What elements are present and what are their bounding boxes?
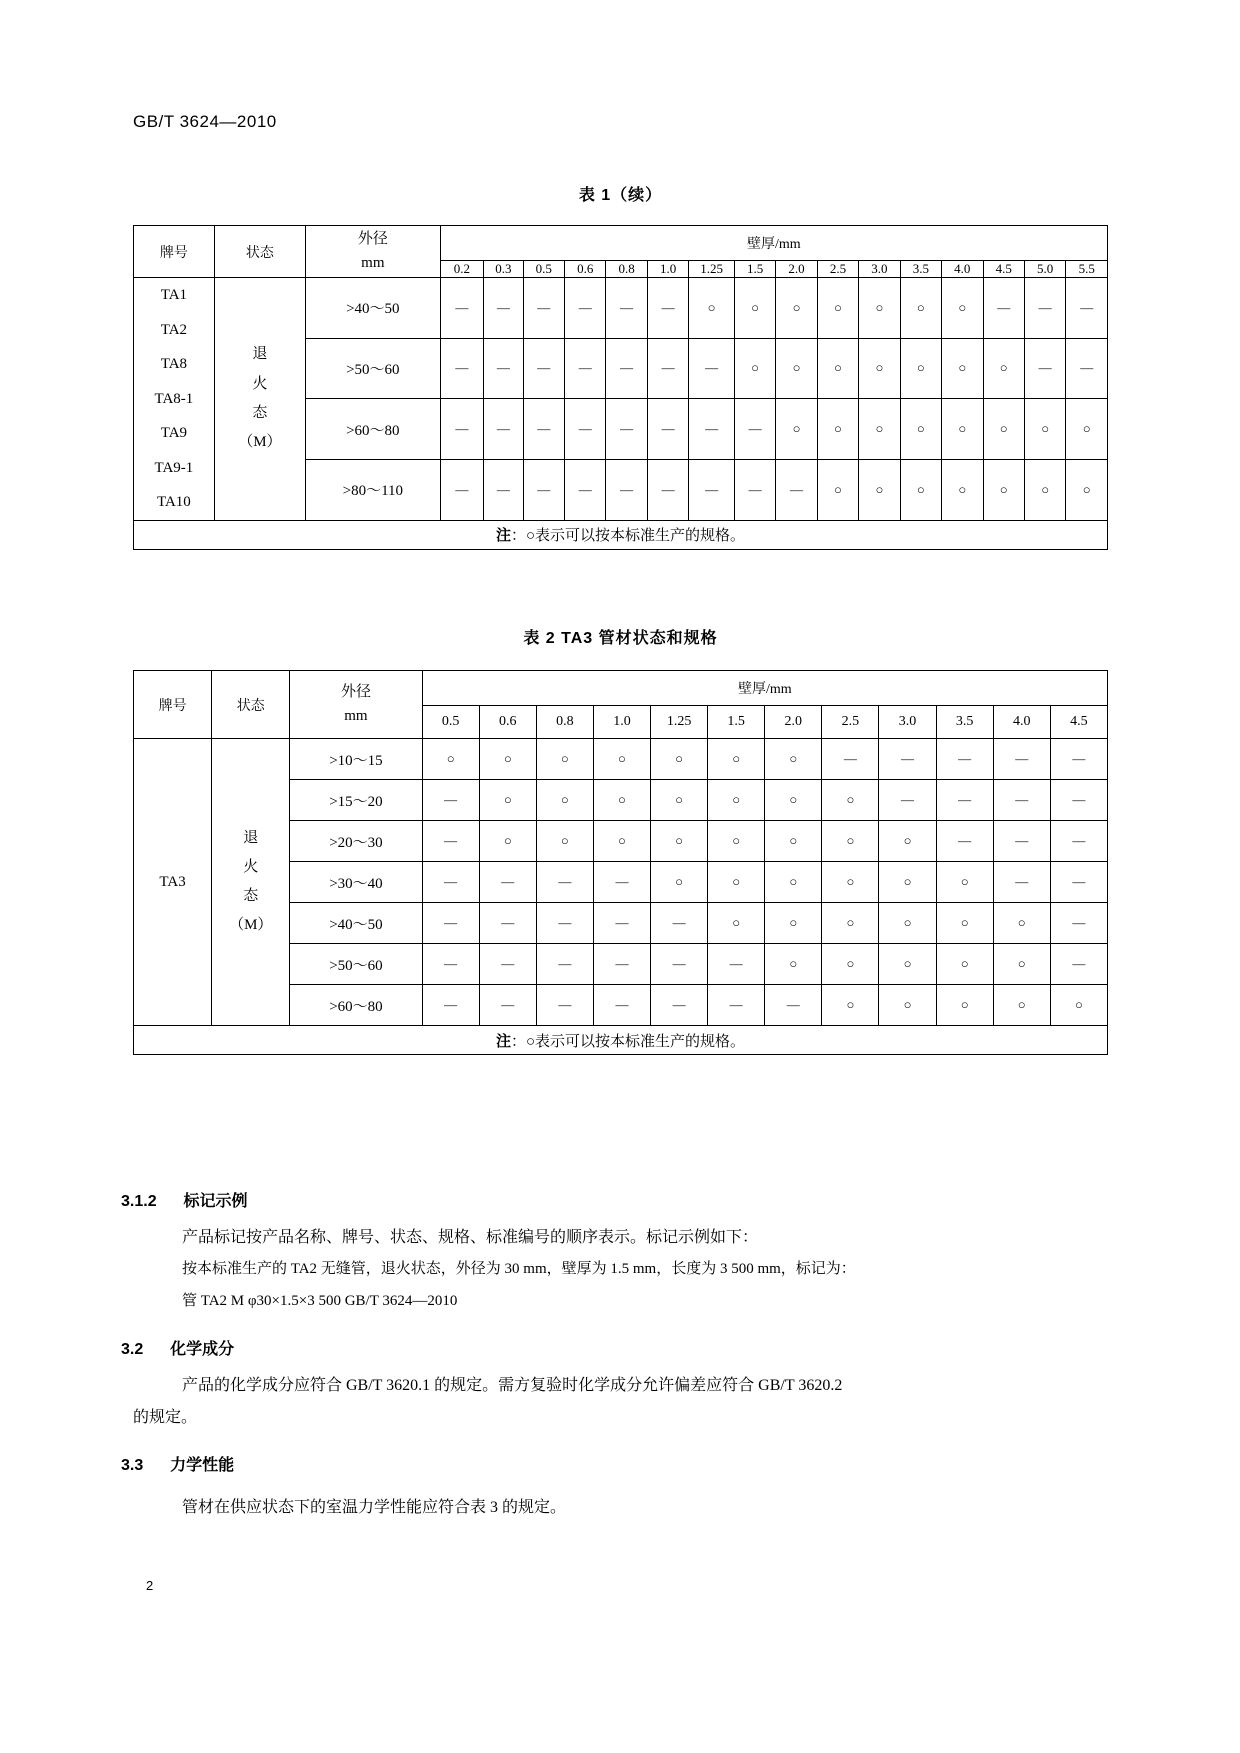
table2-cell: —: [936, 821, 993, 862]
table1-cell: —: [606, 459, 647, 520]
table2-cell: ○: [479, 780, 536, 821]
table2-cell: —: [593, 985, 650, 1026]
table2-cell: —: [765, 985, 822, 1026]
table2-cell: —: [422, 862, 479, 903]
table2-cell: ○: [651, 862, 708, 903]
table1-cell: ○: [817, 338, 858, 399]
table2-note: 注：○表示可以按本标准生产的规格。: [134, 1026, 1108, 1055]
table1-cell: —: [523, 338, 564, 399]
table2-wall-col: 1.0: [593, 706, 650, 739]
table2-cell: —: [1050, 944, 1107, 985]
table2-header-state: 状态: [212, 671, 290, 739]
table2-cell: —: [422, 903, 479, 944]
table2-wall-col: 4.5: [1050, 706, 1107, 739]
table1-cell: ○: [859, 459, 900, 520]
section-3-2-para-2: 的规定。: [133, 1409, 198, 1426]
table2-od-value: >20～30: [290, 821, 422, 862]
table1-cell: —: [440, 278, 484, 339]
table1: [133, 225, 1108, 550]
table1-cell: —: [523, 399, 564, 460]
table1-wall-col: 1.5: [734, 261, 775, 278]
table1-od-value: >80～110: [305, 459, 440, 520]
table2-cell: ○: [765, 739, 822, 780]
table2-cell: —: [651, 903, 708, 944]
table2-od-value: >15～20: [290, 780, 422, 821]
table2-cell: ○: [536, 780, 593, 821]
table2-cell: ○: [822, 903, 879, 944]
table2-cell: —: [536, 862, 593, 903]
table1-cell: ○: [900, 399, 941, 460]
table2-cell: —: [479, 862, 536, 903]
table1-wall-col: 0.8: [606, 261, 647, 278]
table2-od-value: >50～60: [290, 944, 422, 985]
table2-header-grade: 牌号: [134, 671, 212, 739]
table2-wall-col: 2.0: [765, 706, 822, 739]
table1-header-wall: 壁厚/mm: [440, 226, 1107, 261]
table1-cell: ○: [1024, 399, 1065, 460]
table1-cell: —: [564, 399, 605, 460]
table2-cell: —: [993, 780, 1050, 821]
table2-cell: —: [422, 780, 479, 821]
table1-wall-col: 4.5: [983, 261, 1024, 278]
table2-cell: ○: [936, 944, 993, 985]
table2-wall-col: 4.0: [993, 706, 1050, 739]
table2-cell: ○: [536, 739, 593, 780]
table2-cell: ○: [879, 903, 936, 944]
table1-wall-col: 0.2: [440, 261, 484, 278]
table1-cell: —: [484, 399, 523, 460]
table1-cell: —: [689, 399, 735, 460]
section-3-1-2-para-3: 管 TA2 M φ30×1.5×3 500 GB/T 3624—2010: [182, 1293, 458, 1309]
table2-wall-col: 0.8: [536, 706, 593, 739]
table1-cell: ○: [734, 338, 775, 399]
table1-cell: —: [776, 459, 817, 520]
table1-cell: —: [484, 278, 523, 339]
table1-cell: —: [1024, 278, 1065, 339]
table2-header-row-1: [134, 671, 1108, 706]
table2-od-value: >40～50: [290, 903, 422, 944]
table1-cell: —: [1066, 278, 1108, 339]
table1-cell: —: [689, 459, 735, 520]
table2-cell: —: [1050, 821, 1107, 862]
table1-wall-col: 1.25: [689, 261, 735, 278]
table1-cell: ○: [859, 399, 900, 460]
table1-cell: —: [523, 459, 564, 520]
table1-cell: —: [647, 399, 688, 460]
table1-wall-col: 4.0: [942, 261, 983, 278]
table2-header-od: 外径 mm: [290, 671, 422, 739]
table1-cell: ○: [942, 399, 983, 460]
table1-cell: —: [440, 338, 484, 399]
table2-cell: ○: [708, 780, 765, 821]
table2-block: [133, 625, 1108, 1055]
table1-wall-col: 2.5: [817, 261, 858, 278]
table2-cell: ○: [993, 985, 1050, 1026]
table2-cell: ○: [1050, 985, 1107, 1026]
table2-cell: ○: [765, 862, 822, 903]
table2-cell: ○: [479, 739, 536, 780]
section-3-1-2-heading: 3.1.2 标记示例: [121, 1193, 248, 1210]
table2-cell: ○: [651, 780, 708, 821]
table2-cell: ○: [479, 821, 536, 862]
table1-cell: ○: [1024, 459, 1065, 520]
table2-cell: ○: [651, 739, 708, 780]
table2-cell: —: [993, 739, 1050, 780]
table2-cell: —: [479, 944, 536, 985]
table2-cell: ○: [879, 821, 936, 862]
table1-header-state: 状态: [214, 226, 305, 278]
table2-cell: —: [708, 944, 765, 985]
table2-header-wall: 壁厚/mm: [422, 671, 1107, 706]
table1-cell: —: [440, 459, 484, 520]
table2-wall-col: 3.0: [879, 706, 936, 739]
table1-cell: —: [484, 459, 523, 520]
table2-cell: —: [422, 944, 479, 985]
table1-wall-col: 0.5: [523, 261, 564, 278]
table2-cell: —: [593, 903, 650, 944]
table2-cell: —: [879, 739, 936, 780]
table1-cell: —: [523, 278, 564, 339]
table2-od-value: >10～15: [290, 739, 422, 780]
table2-wall-col: 0.5: [422, 706, 479, 739]
table2-state-cell: 退 火 态 （M）: [212, 739, 290, 1026]
table1-cell: ○: [1066, 459, 1108, 520]
table2-cell: ○: [593, 780, 650, 821]
table1-wall-col: 1.0: [647, 261, 688, 278]
table2-cell: ○: [536, 821, 593, 862]
table2-od-value: >60～80: [290, 985, 422, 1026]
table1-cell: —: [689, 338, 735, 399]
table2-cell: —: [536, 944, 593, 985]
table1-cell: ○: [817, 459, 858, 520]
table2-wall-col: 2.5: [822, 706, 879, 739]
table1-cell: ○: [817, 278, 858, 339]
table1-cell: —: [564, 338, 605, 399]
table1-cell: —: [606, 278, 647, 339]
table1-cell: —: [484, 338, 523, 399]
table1-cell: —: [564, 278, 605, 339]
table2-cell: —: [651, 985, 708, 1026]
table2-cell: ○: [708, 821, 765, 862]
table2-wall-col: 3.5: [936, 706, 993, 739]
table2-cell: —: [422, 985, 479, 1026]
table1-cell: —: [983, 278, 1024, 339]
table1-cell: —: [734, 459, 775, 520]
table2-cell: ○: [765, 821, 822, 862]
table2-cell: ○: [936, 903, 993, 944]
table1-cell: —: [647, 278, 688, 339]
table2-cell: ○: [822, 985, 879, 1026]
table1-cell: —: [606, 399, 647, 460]
table2-cell: —: [593, 944, 650, 985]
table1-cell: ○: [983, 338, 1024, 399]
table2-cell: ○: [822, 821, 879, 862]
table2-cell: ○: [593, 739, 650, 780]
table-row: [134, 739, 1108, 780]
table1-wall-col: 3.0: [859, 261, 900, 278]
table2-cell: ○: [765, 903, 822, 944]
table2-cell: —: [993, 821, 1050, 862]
table2-cell: ○: [822, 862, 879, 903]
table1-od-value: >40～50: [305, 278, 440, 339]
table1-cell: ○: [776, 399, 817, 460]
table2-cell: —: [936, 739, 993, 780]
table1-header-grade: 牌号: [134, 226, 215, 278]
table1-wall-col: 0.6: [564, 261, 605, 278]
table2-caption: 表 2 TA3 管材状态和规格: [523, 630, 718, 647]
table2-cell: —: [651, 944, 708, 985]
table2-wall-col: 1.5: [708, 706, 765, 739]
table1-wall-col: 5.5: [1066, 261, 1108, 278]
table2-grade-cell: TA3: [134, 739, 212, 1026]
section-3-2-heading: 3.2 化学成分: [121, 1341, 235, 1358]
table1-note-row: [134, 520, 1108, 549]
table1-header-row-1: [134, 226, 1108, 261]
table1-wall-col: 2.0: [776, 261, 817, 278]
table2-cell: ○: [708, 739, 765, 780]
table1-block: [133, 182, 1108, 550]
table2-cell: ○: [822, 944, 879, 985]
table2-cell: —: [479, 985, 536, 1026]
page-number: 2: [146, 1578, 154, 1593]
table2-cell: ○: [765, 780, 822, 821]
table2-cell: ○: [879, 985, 936, 1026]
table1-cell: ○: [900, 338, 941, 399]
table2-cell: ○: [936, 985, 993, 1026]
table2-cell: ○: [708, 903, 765, 944]
table1-cell: ○: [689, 278, 735, 339]
table2-cell: ○: [993, 944, 1050, 985]
table1-cell: ○: [859, 278, 900, 339]
table1-cell: ○: [900, 278, 941, 339]
table2-note-row: [134, 1026, 1108, 1055]
table1-wall-col: 0.3: [484, 261, 523, 278]
table2-cell: —: [593, 862, 650, 903]
table1-od-value: >60～80: [305, 399, 440, 460]
table1-cell: ○: [900, 459, 941, 520]
table1-cell: —: [606, 338, 647, 399]
section-3-3-heading: 3.3 力学性能: [121, 1457, 235, 1474]
table2-cell: —: [1050, 862, 1107, 903]
table-row: [134, 278, 1108, 339]
table2-cell: —: [708, 985, 765, 1026]
table1-cell: ○: [776, 278, 817, 339]
table1-cell: —: [440, 399, 484, 460]
table1-cell: ○: [734, 278, 775, 339]
table2-wall-col: 1.25: [651, 706, 708, 739]
table2-cell: ○: [822, 780, 879, 821]
table1-od-value: >50～60: [305, 338, 440, 399]
table2-cell: —: [479, 903, 536, 944]
table2-cell: ○: [879, 944, 936, 985]
table1-cell: ○: [776, 338, 817, 399]
table1-wall-col: 3.5: [900, 261, 941, 278]
table1-state-cell: 退 火 态 （M）: [214, 278, 305, 521]
section-3-2-para-1: 产品的化学成分应符合 GB/T 3620.1 的规定。需方复验时化学成分允许偏差应符合 GB/T 3620.2: [182, 1377, 843, 1394]
table1-cell: ○: [859, 338, 900, 399]
table1-cell: ○: [942, 459, 983, 520]
table2-cell: —: [1050, 780, 1107, 821]
table2-cell: ○: [422, 739, 479, 780]
page-header-code: GB/T 3624—2010: [133, 112, 277, 131]
table2-cell: —: [536, 903, 593, 944]
table1-header-od: 外径 mm: [305, 226, 440, 278]
table1-cell: —: [647, 459, 688, 520]
table2-cell: ○: [936, 862, 993, 903]
table2-cell: —: [536, 985, 593, 1026]
table2-cell: —: [993, 862, 1050, 903]
table2-cell: ○: [765, 944, 822, 985]
table1-cell: ○: [942, 278, 983, 339]
table1-caption: 表 1（续）: [578, 187, 663, 204]
table2-cell: ○: [993, 903, 1050, 944]
table1-cell: ○: [1066, 399, 1108, 460]
table1-wall-col: 5.0: [1024, 261, 1065, 278]
table1-cell: ○: [983, 399, 1024, 460]
table1-cell: —: [1024, 338, 1065, 399]
table1-cell: —: [1066, 338, 1108, 399]
table1-cell: —: [564, 459, 605, 520]
table2-cell: ○: [593, 821, 650, 862]
table2-wall-col: 0.6: [479, 706, 536, 739]
table2-cell: —: [936, 780, 993, 821]
table2-cell: —: [1050, 739, 1107, 780]
table2-cell: —: [879, 780, 936, 821]
table2: [133, 670, 1108, 1055]
table2-cell: —: [1050, 903, 1107, 944]
table1-cell: —: [647, 338, 688, 399]
table1-cell: ○: [983, 459, 1024, 520]
table1-grade-cell: TA1 TA2 TA8 TA8-1 TA9 TA9-1 TA10: [134, 278, 215, 521]
table1-cell: ○: [817, 399, 858, 460]
table2-cell: —: [422, 821, 479, 862]
table1-cell: ○: [942, 338, 983, 399]
table1-note: 注：○表示可以按本标准生产的规格。: [134, 520, 1108, 549]
table2-cell: ○: [879, 862, 936, 903]
table2-od-value: >30～40: [290, 862, 422, 903]
section-3-3-para-1: 管材在供应状态下的室温力学性能应符合表 3 的规定。: [182, 1499, 567, 1516]
table2-cell: ○: [651, 821, 708, 862]
table2-cell: ○: [708, 862, 765, 903]
table2-cell: —: [822, 739, 879, 780]
section-3-1-2-para-2: 按本标准生产的 TA2 无缝管，退火状态，外径为 30 mm，壁厚为 1.5 mm，长度为 3 500 mm，标记为：: [182, 1261, 856, 1277]
section-3-1-2-para-1: 产品标记按产品名称、牌号、状态、规格、标准编号的顺序表示。标记示例如下：: [182, 1229, 759, 1246]
table1-cell: —: [734, 399, 775, 460]
